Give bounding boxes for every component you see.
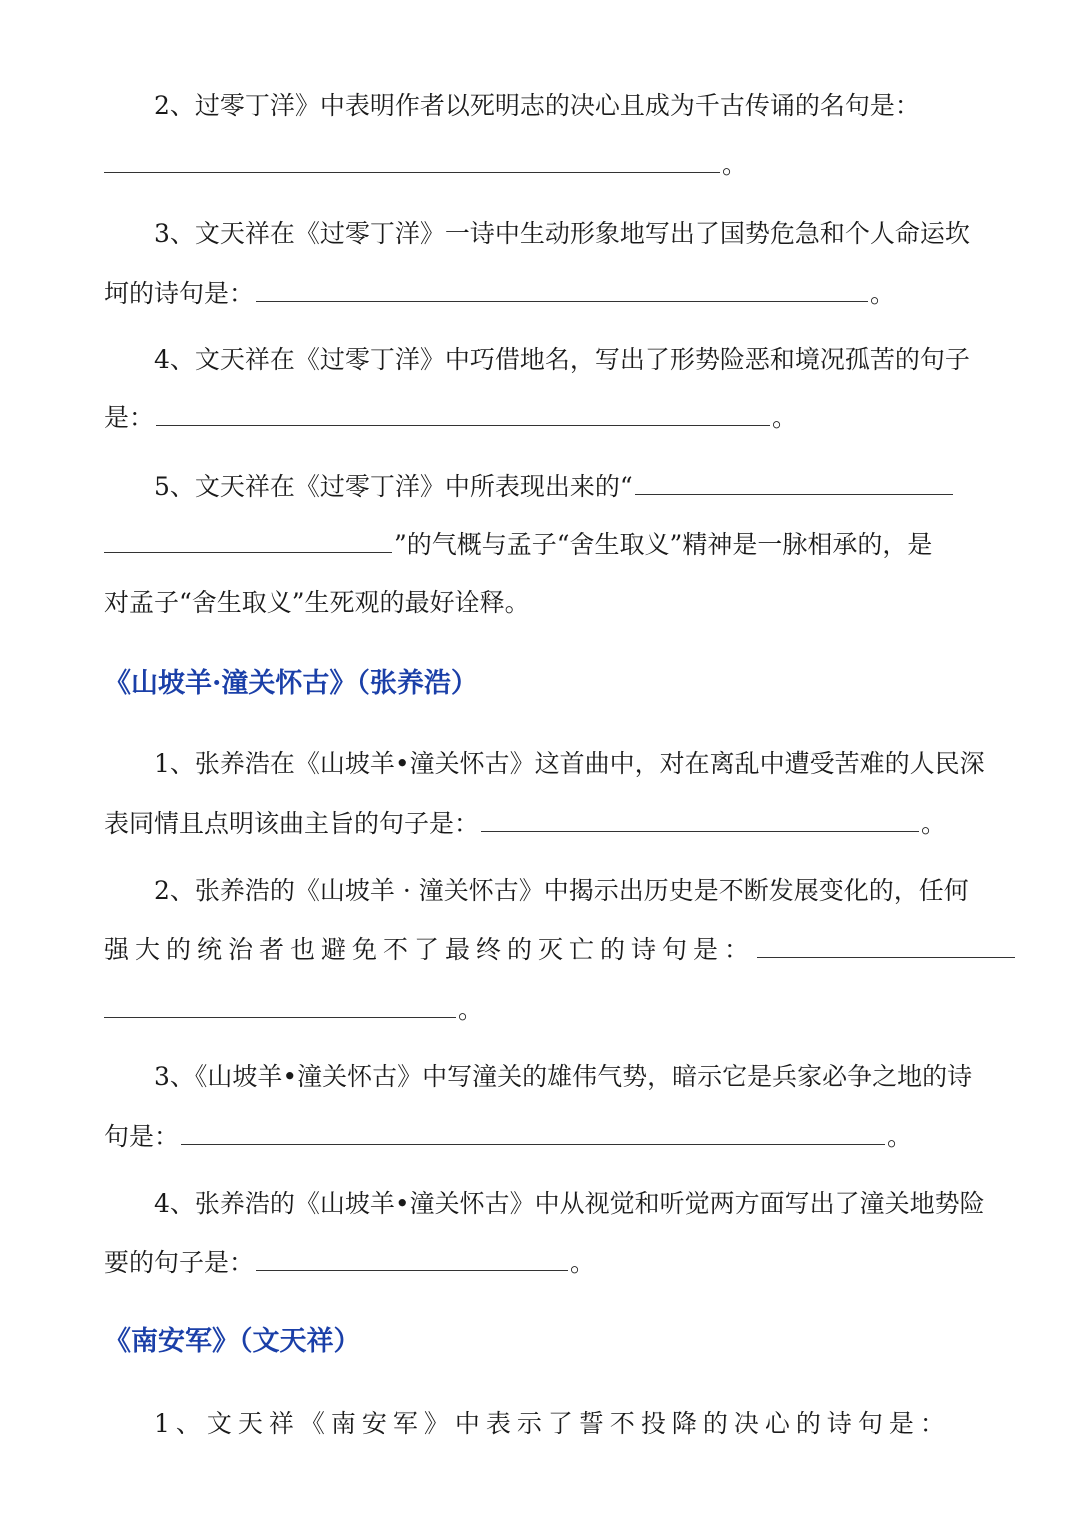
question-text: 句是： [104, 1122, 180, 1151]
period: 。 [887, 1122, 913, 1151]
question-2-answer-line [104, 145, 976, 185]
answer-blank[interactable] [181, 1122, 885, 1145]
question-text: 4、文天祥在《过零丁洋》中巧借地名，写出了形势险恶和境况孤苦的句子 [154, 345, 970, 374]
question-text: 4、张养浩的《山坡羊•潼关怀古》中从视觉和听觉两方面写出了潼关地势险 [154, 1189, 985, 1218]
question-4-line-1 [104, 340, 976, 380]
question-5-line-1 [104, 467, 976, 507]
question-text: 5、文天祥在《过零丁洋》中所表现出来的“ [154, 472, 633, 501]
question-text: ”的气概与孟子“舍生取义”精神是一脉相承的，是 [394, 530, 933, 559]
period: 。 [921, 809, 947, 838]
answer-blank[interactable] [635, 472, 953, 495]
question-text: 1、文天祥《南安军》中表示了誓不投降的决心的诗句是： [154, 1409, 951, 1438]
period: 。 [870, 279, 896, 308]
answer-blank[interactable] [757, 935, 1015, 958]
answer-blank[interactable] [256, 279, 868, 302]
section2-question-3-line-1 [104, 1057, 976, 1097]
answer-blank[interactable] [104, 150, 720, 173]
section2-question-2-line-2 [104, 930, 976, 970]
question-2-line-1 [104, 86, 976, 126]
answer-blank[interactable] [481, 809, 919, 832]
answer-blank[interactable] [256, 1248, 568, 1271]
question-text: 对孟子“舍生取义”生死观的最好诠释。 [104, 588, 530, 617]
section2-question-1-line-2 [104, 804, 976, 844]
period: 。 [722, 150, 748, 179]
question-3-line-2 [104, 274, 976, 314]
section-heading-nananjun: 《南安军》（文天祥） [104, 1326, 361, 1357]
period: 。 [570, 1248, 596, 1277]
question-4-line-2 [104, 398, 976, 438]
question-text: 3、《山坡羊•潼关怀古》中写潼关的雄伟气势，暗示它是兵家必争之地的诗 [154, 1062, 973, 1091]
question-text: 坷的诗句是： [104, 279, 255, 308]
question-5-line-3 [104, 583, 976, 623]
section3-question-1-line-1 [104, 1404, 976, 1444]
question-text: 2、过零丁洋》中表明作者以死明志的决心且成为千古传诵的名句是： [154, 91, 920, 120]
answer-blank[interactable] [104, 530, 392, 553]
question-text: 1、张养浩在《山坡羊•潼关怀古》这首曲中，对在离乱中遭受苦难的人民深 [154, 749, 985, 778]
question-text: 2、张养浩的《山坡羊 · 潼关怀古》中揭示出历史是不断发展变化的，任何 [154, 876, 969, 905]
period: 。 [772, 403, 798, 432]
question-text: 表同情且点明该曲主旨的句子是： [104, 809, 480, 838]
section-heading-shanpoyang: 《山坡羊·潼关怀古》（张养浩） [104, 668, 478, 699]
period: 。 [458, 995, 484, 1024]
section2-question-1-line-1 [104, 744, 985, 784]
question-text: 强大的统治者也避免不了最终的灭亡的诗句是： [104, 935, 756, 964]
section2-question-3-line-2 [104, 1117, 976, 1157]
section2-question-4-line-1 [104, 1184, 985, 1224]
question-text: 要的句子是： [104, 1248, 255, 1277]
question-5-line-2 [104, 525, 976, 565]
question-3-line-1 [104, 214, 976, 254]
section2-question-4-line-2 [104, 1243, 976, 1283]
answer-blank[interactable] [156, 403, 770, 426]
question-text: 3、文天祥在《过零丁洋》一诗中生动形象地写出了国势危急和个人命运坎 [154, 219, 970, 248]
section2-question-2-line-3 [104, 990, 976, 1030]
question-text: 是： [104, 403, 155, 432]
section2-question-2-line-1 [104, 871, 976, 911]
answer-blank[interactable] [104, 995, 456, 1018]
